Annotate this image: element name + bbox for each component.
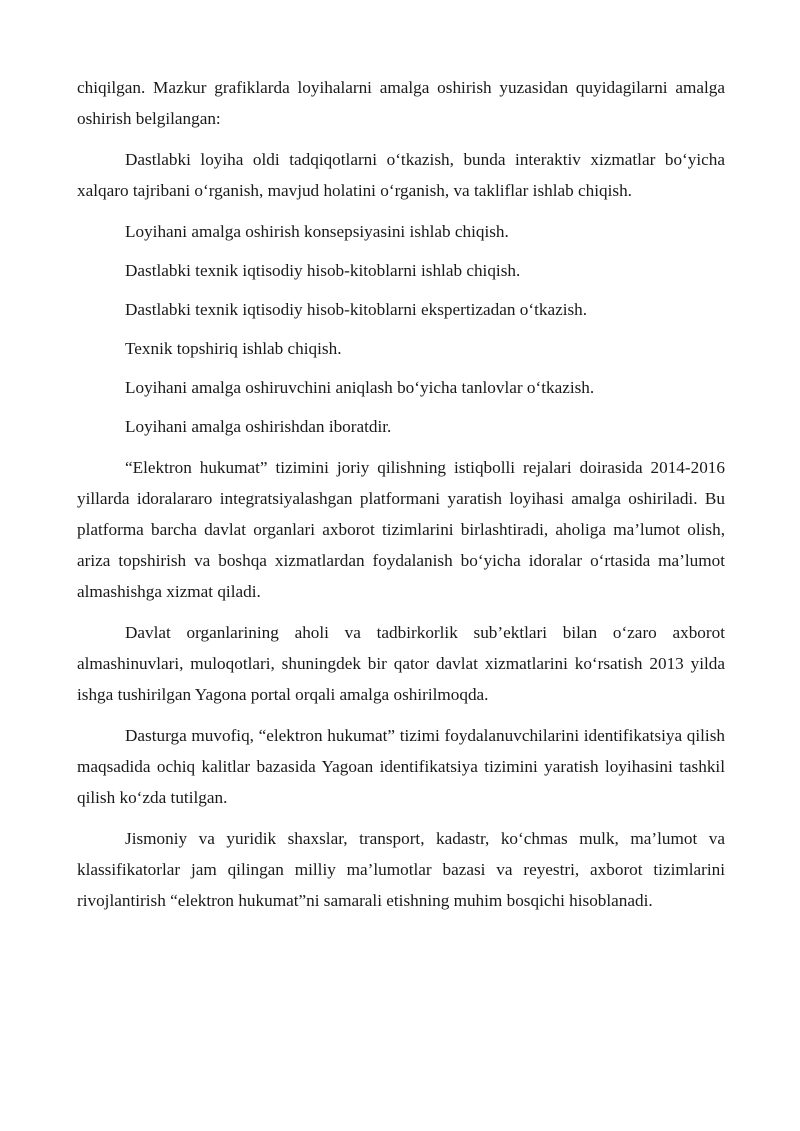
paragraph-continuation: chiqilgan. Mazkur grafiklarda loyihalarni amalga oshirish yuzasidan quyidagilarni amalga oshirish belgilangan: <box>77 78 725 128</box>
list-item-tenders: Loyihani amalga oshiruvchini aniqlash bo‘yicha tanlovlar o‘tkazish. <box>125 378 595 397</box>
document-page <box>77 72 725 926</box>
list-item-expertise: Dastlabki texnik iqtisodiy hisob-kitoblarni ekspertizadan o‘tkazish. <box>125 300 588 319</box>
paragraph-preliminary-research: Dastlabki loyiha oldi tadqiqotlarni o‘tkazish, bunda interaktiv xizmatlar bo‘yicha xalqaro tajribani o‘rganish, mavjud holatini o‘rganish, va takliflar ishlab chiqish. <box>77 150 725 200</box>
paragraph-identification-system: Dasturga muvofiq, “elektron hukumat” tizimi foydalanuvchilarini identifikatsiya qilish maqsadida ochiq kalitlar bazasida Yagoan identifikatsiya tizimini yaratish loyihasini tashkil qilish ko‘zda tutilgan. <box>77 726 725 807</box>
list-item-implementation: Loyihani amalga oshirishdan iboratdir. <box>125 417 392 436</box>
list-item-technical-task: Texnik topshiriq ishlab chiqish. <box>125 339 342 358</box>
paragraph-national-databases: Jismoniy va yuridik shaxslar, transport, kadastr, ko‘chmas mulk, ma’lumot va klassifikatorlar jam qilingan milliy ma’lumotlar bazasi va reyestri, axborot tizimlarini rivojlantirish “elektron hukumat”ni samarali etishning muhim bosqichi hisoblanadi. <box>77 829 725 910</box>
list-item-concept: Loyihani amalga oshirish konsepsiyasini ishlab chiqish. <box>125 222 509 241</box>
list-item-calculations: Dastlabki texnik iqtisodiy hisob-kitoblarni ishlab chiqish. <box>125 261 521 280</box>
paragraph-e-government-platform: “Elektron hukumat” tizimini joriy qilishning istiqbolli rejalari doirasida 2014-2016 yillarda idoralararo integratsiyalashgan platformani yaratish loyihasi amalga oshiriladi. Bu platforma barcha davlat organlari axborot tizimlarini birlashtiradi, aholiga ma’lumot olish, ariza topshirish va boshqa xizmatlardan foydalanish bo‘yicha idoralar o‘rtasida ma’lumot almashishga xizmat qiladi. <box>77 458 725 601</box>
paragraph-unified-portal: Davlat organlarining aholi va tadbirkorlik sub’ektlari bilan o‘zaro axborot almashinuvlari, muloqotlari, shuningdek bir qator davlat xizmatlarini ko‘rsatish 2013 yilda ishga tushirilgan Yagona portal orqali amalga oshirilmoqda. <box>77 623 725 704</box>
